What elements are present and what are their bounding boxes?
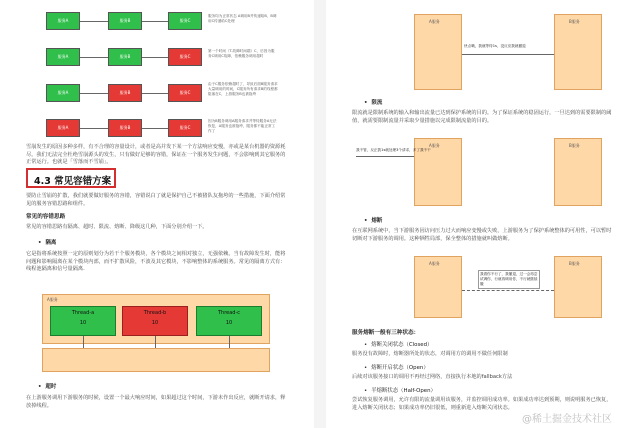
- service-label: B服务: [569, 261, 580, 266]
- service-label: B服务: [569, 19, 580, 24]
- service-a-box: 服务A: [46, 12, 80, 30]
- watermark: @稀土掘金技术社区: [522, 414, 612, 425]
- service-b-column: [554, 14, 602, 90]
- arrow: [142, 93, 168, 94]
- flow-note: 第一个时间（T.故障时间端）C，后因为服务C调用C故障，依赖服务调用超时: [208, 49, 275, 58]
- service-b-column: [554, 256, 602, 318]
- arrow: [80, 93, 108, 94]
- service-a-box: 服务A: [46, 119, 80, 137]
- paragraph: 服务没有故障时，熔断器所处的状态，对调用方的调用不做任何限制: [352, 351, 508, 357]
- bullet-isolation: • 隔离: [38, 238, 56, 246]
- thread-value: 10: [151, 320, 159, 326]
- service-c-box: 服务C: [168, 84, 202, 102]
- bullet-timeout: • 超时: [38, 382, 56, 390]
- service-c-box: 服务C: [168, 48, 202, 66]
- section-title: 4.3 常见容错方案: [26, 168, 116, 188]
- arrow: [142, 128, 168, 129]
- downstream-box: [42, 348, 270, 372]
- subheading: 常见的容错思路: [26, 214, 66, 220]
- arrow: [356, 156, 414, 157]
- service-c-box: 服务C: [168, 119, 202, 137]
- left-page: [0, 0, 314, 428]
- thread-name: Thread-b: [143, 310, 167, 316]
- right-page: [326, 0, 640, 428]
- paragraph: 在上游服务调用下游服务的时候，设置一个最大响应时间，如果超过这个时间，下游未作出反应，就断开请求，释放掉线程。: [26, 395, 286, 409]
- subheading: 服务熔断一般有三种状态：: [352, 330, 420, 336]
- service-label: A服务: [429, 261, 440, 266]
- service-label: A服务: [429, 19, 440, 24]
- paragraph: 常见的容错思路有隔离、超时、限流、熔断、降级这几种，下面分别介绍一下。: [26, 224, 208, 230]
- service-b-box: 服务B: [108, 48, 142, 66]
- paragraph: 限流就是限制系统的输入和输出流量已达到保护系统的目的。为了保证系统的稳固运行，一旦达到的需要限制的阈值，就需要限制流量并采取少量措施以完成限制流量的目的。: [352, 110, 612, 124]
- state-halfopen: • 半熔断状态（Half-Open）: [364, 386, 436, 394]
- thread-name: Thread-c: [217, 310, 241, 316]
- bullet-circuitbreaker: • 熔断: [364, 216, 382, 224]
- connector: [83, 336, 84, 348]
- service-a-column: [414, 14, 462, 90]
- service-b-column: [554, 138, 602, 206]
- thread-box: [122, 306, 188, 336]
- service-label: A服务: [429, 143, 440, 148]
- flow-note: 由于C服务依赖超时了，导致后面B服务请求大量调用的时间，C服务所有请求B的线程都阻塞在C，上游服务B也被拖垮: [208, 82, 278, 96]
- paragraph: 尝试恢复服务调用，允许有限的流量调用该服务，并监控调用成功率。如果成功率达到预期，则说明服务已恢复，进入熔断关闭状态；如果成功率仍旧很低，则重新进入熔断关闭状态。: [352, 397, 612, 411]
- service-b-box: 服务B: [108, 119, 142, 137]
- service-c-box: 服务C: [168, 12, 202, 30]
- service-a-box: 服务A: [46, 84, 80, 102]
- flow-note: 服务均为正常状态 A调用B并传递给B，B调用C传递给C处理: [208, 14, 277, 23]
- thread-box: [196, 306, 262, 336]
- thread-name: Thread-a: [71, 310, 95, 316]
- paragraph: 在互联网系统中，当下游服务因访问压力过大而响应变慢或失败，上游服务为了保护系统整体的可用性，可以暂时切断对下游服务的调用。这种牺牲局部，保全整体的措施就叫做熔断。: [352, 228, 612, 242]
- arrow-label: 我不管，反正我1s就处理3个请求，多了我不干: [356, 148, 431, 152]
- connector: [155, 336, 156, 348]
- arrow: [80, 57, 108, 58]
- thread-value: 10: [225, 320, 233, 326]
- arrow: [80, 21, 108, 22]
- service-b-box: 服务B: [108, 84, 142, 102]
- state-open: • 熔断开启状态（Open）: [364, 363, 429, 371]
- arrow-label: 快点哦，我就等待1s，没反应我就撤退: [464, 44, 526, 48]
- arrow: [142, 57, 168, 58]
- service-a-column: [414, 256, 462, 318]
- arrow: [462, 54, 554, 55]
- connector: [229, 336, 230, 348]
- arrow: [80, 128, 108, 129]
- dashed-arrow: [462, 290, 554, 291]
- flow-note: 因为B服务调用A服务请求并等待服务A无法恢复，A服务也被拖垮，服务都不能正常工作了: [208, 119, 277, 133]
- paragraph: 要防止雪崩的扩散，我们就要做好服务的容错，容错说白了就是保护自己不被猪队友拖垮的一些措施，下面介绍常见的服务容错思路和组件。: [26, 193, 286, 207]
- bullet-ratelimit: • 限流: [364, 98, 382, 106]
- arrow: [142, 21, 168, 22]
- service-a-box: 服务A: [46, 48, 80, 66]
- paragraph: 雪崩发生的原因多种多样，有不合理的容量设计，或者是高并发下某一个方法响应变慢，亦或是某台机器的资源耗尽。我们无法完全杜绝雪崩源头的发生，只有做好足够的容错，保证在一个服务发生问题，不会影响到其它服务的正常运行。也就是「雪落而不雪崩」。: [26, 144, 286, 165]
- state-closed: • 熔断关闭状态（Closed）: [364, 340, 432, 348]
- arrow-label: 我看你不行了，我撤退，过一会再尝试调你，行就再调用你，不行就继续撤: [478, 270, 540, 289]
- service-b-box: 服务B: [108, 12, 142, 30]
- paragraph: 它是指将系统按照一定的原则划分为若干个服务模块，各个模块之间相对独立，无强依赖。当有故障发生时，能将问题和影响隔离在某个模块内部，而不扩散风险，不波及其它模块，不影响整体的系统服务。常见的隔离方式有：线程池隔离和信号量隔离.: [26, 251, 286, 272]
- paragraph: 后续对该服务接口的调用不再经过网络，直接执行本地的fallback方法: [352, 374, 513, 380]
- thread-box: [50, 306, 116, 336]
- thread-value: 10: [79, 320, 87, 326]
- pool-title: A服务: [47, 297, 58, 302]
- service-label: B服务: [569, 143, 580, 148]
